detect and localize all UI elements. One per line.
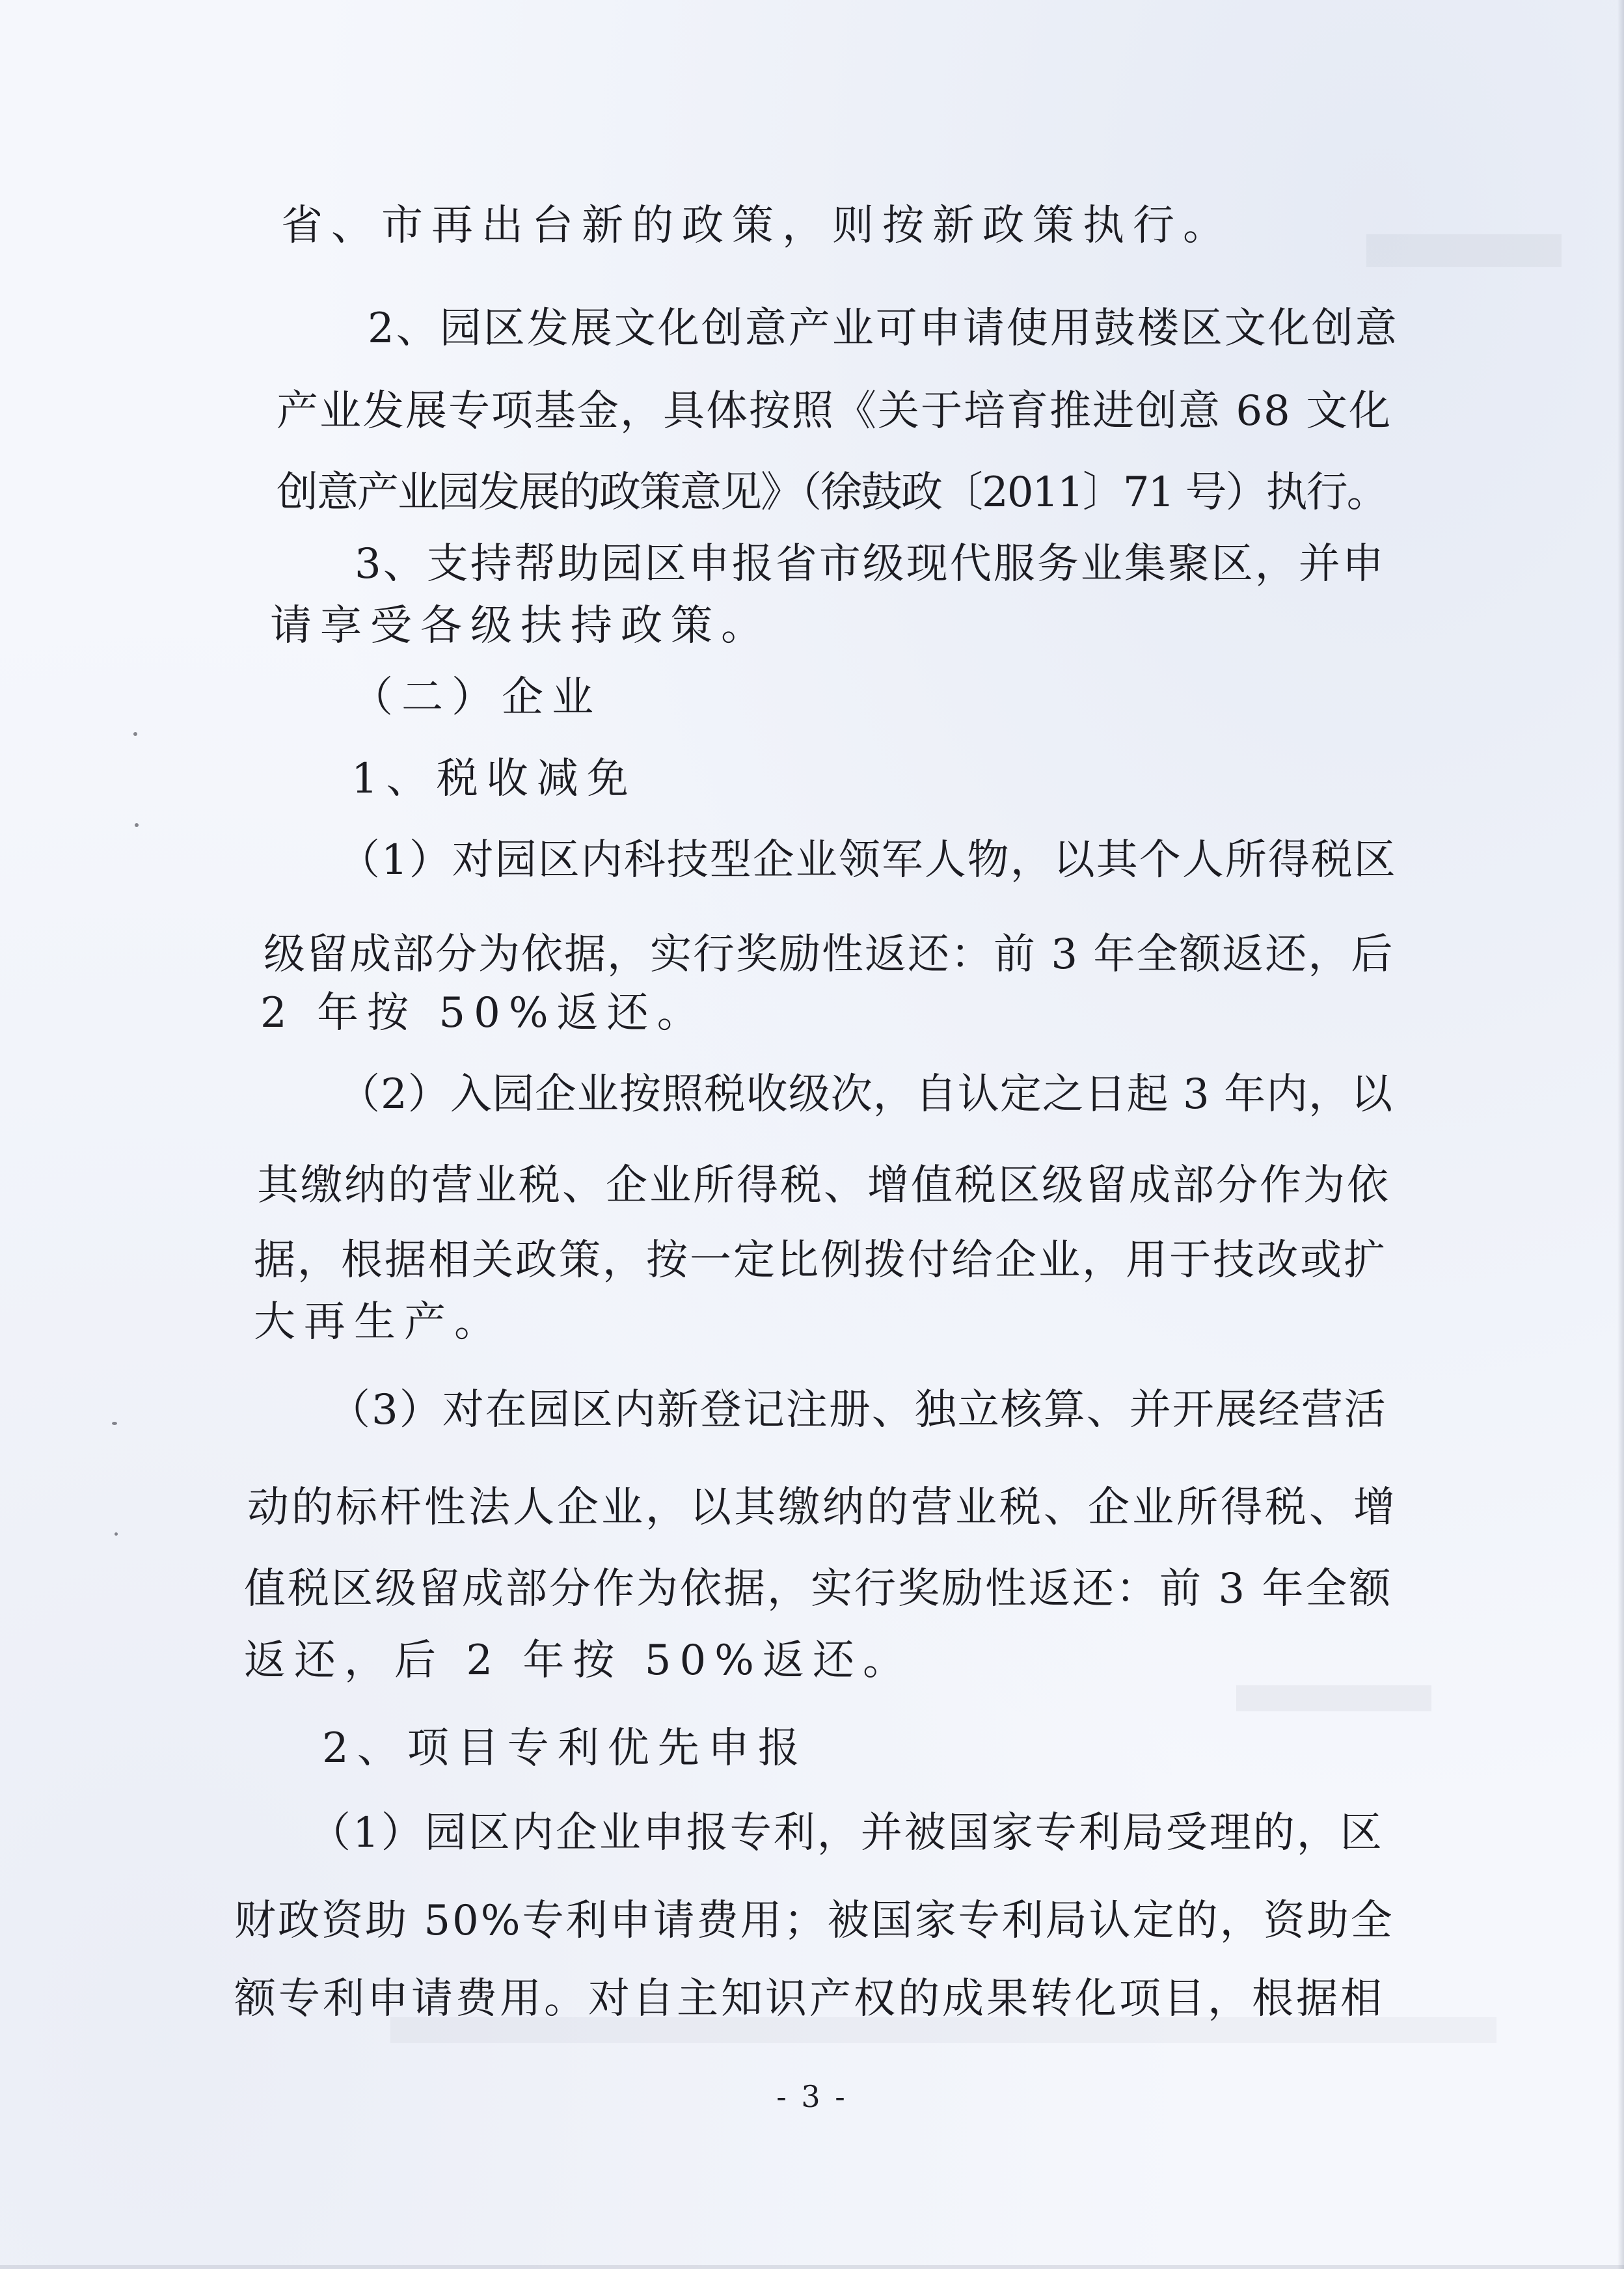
- body-text-line: （1）对园区内科技型企业领军人物，以其个人所得税区: [338, 836, 1397, 884]
- show-through-smudge: [1366, 234, 1562, 267]
- body-text-line: 返还，后 2 年按 50%返还。: [244, 1637, 913, 1685]
- page-number: - 3 -: [776, 2079, 848, 2114]
- scan-speck: [112, 1422, 117, 1425]
- body-text-line: 创意产业园发展的政策意见》（徐鼓政〔2011〕71 号）执行。: [277, 469, 1387, 517]
- body-text-line: 产业发展专项基金，具体按照《关于培育推进创意 68 文化: [277, 387, 1392, 435]
- body-text-line: 动的标杆性法人企业，以其缴纳的营业税、企业所得税、增: [247, 1484, 1398, 1532]
- body-text-line: （1）园区内企业申报专利，并被国家专利局受理的，区: [309, 1809, 1384, 1857]
- show-through-smudge: [1236, 1685, 1431, 1711]
- body-text-line: 请享受各级扶持政策。: [270, 602, 771, 650]
- body-text-line: 据，根据相关政策，按一定比例拨付给企业，用于技改或扩: [254, 1236, 1387, 1284]
- scan-speck: [133, 732, 137, 736]
- scan-speck: [115, 1532, 118, 1536]
- body-text-line: 3、支持帮助园区申报省市级现代服务业集聚区，并申: [355, 540, 1386, 588]
- page-edge-shadow: [1617, 0, 1624, 2269]
- section-heading: （二）企业: [351, 673, 602, 722]
- body-text-line: 2 年按 50%返还。: [260, 989, 707, 1037]
- body-text-line: 省、市再出台新的政策，则按新政策执行。: [281, 202, 1233, 250]
- page-bottom-edge: [0, 2265, 1624, 2269]
- scan-speck: [135, 823, 139, 827]
- body-text-line: 级留成部分为依据，实行奖励性返还：前 3 年全额返还，后: [264, 931, 1394, 979]
- body-text-line: 大再生产。: [254, 1298, 504, 1346]
- body-text-line: （2）入园企业按照税收级次，自认定之日起 3 年内，以: [338, 1070, 1394, 1119]
- body-text-line: 额专利申请费用。对自主知识产权的成果转化项目，根据相: [234, 1975, 1385, 2023]
- body-text-line: 财政资助 50%专利申请费用；被国家专利局认定的，资助全: [234, 1897, 1394, 1945]
- body-text-line: 2、园区发展文化创意产业可申请使用鼓楼区文化创意: [368, 305, 1399, 353]
- body-text-line: 值税区级留成部分作为依据，实行奖励性返还：前 3 年全额: [244, 1565, 1393, 1613]
- subsection-heading: 1、税收减免: [351, 755, 637, 803]
- body-text-line: （3）对在园区内新登记注册、独立核算、并开展经营活: [329, 1386, 1387, 1434]
- body-text-line: 其缴纳的营业税、企业所得税、增值税区级留成部分作为依: [257, 1162, 1390, 1210]
- subsection-heading: 2、项目专利优先申报: [322, 1724, 808, 1773]
